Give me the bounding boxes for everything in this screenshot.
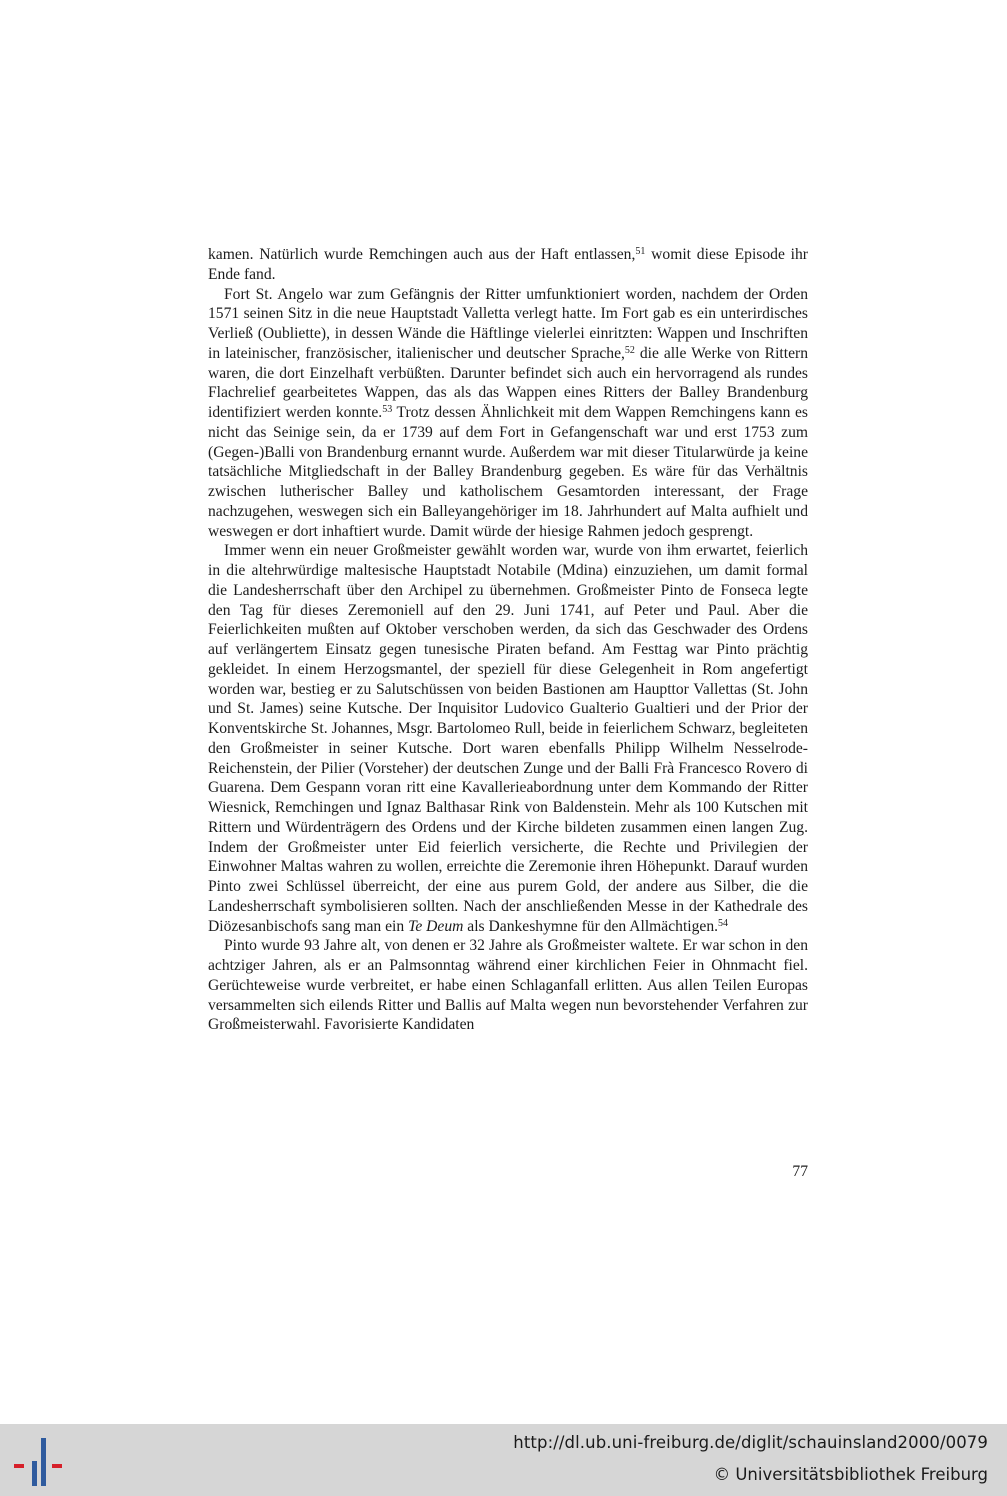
ub-freiburg-logo-icon[interactable] — [12, 1437, 64, 1487]
text-segment: womit diese Episode ihr Ende fand. — [208, 246, 808, 283]
paragraph — [208, 285, 808, 542]
page-number: 77 — [792, 1163, 808, 1180]
paragraph — [208, 936, 808, 1035]
footnote-ref: 54 — [718, 917, 729, 929]
text-segment: Fort St. Angelo war zum Gefängnis der Ritter umfunktioniert worden, nachdem der Orden 1571 seinen Sitz in die neue Hauptstadt Valletta verlegt hatte. Im Fort gab es ein unterirdisches Verließ (Oubliette), in dessen Wände die Häftlinge vielerlei einritzten: Wappen und Inschriften in lateinischer, französischer, italienischer und deutscher Sprache, — [208, 285, 808, 362]
text-segment: Trotz dessen Ähnlichkeit mit dem Wappen Remchingens kann es nicht das Seinige sein, da er 1739 auf dem Fort in Gefangenschaft war und erst 1753 zum (Gegen-)Balli von Brandenburg ernannt wurde. Außerdem war mit dieser Titularwürde ja keine tatsächliche Mitgliedschaft in der Balley Brandenburg gegeben. Es wäre für das Verhältnis zwischen lutherischer Balley und katholischem Gesamtorden interessant, der Frage nachzugehen, weswegen sich ein Balleyangehöriger im 18. Jahrhundert auf Malta aufhielt und weswegen er dort inhaftiert wurde. Damit würde der hiesige Rahmen jedoch gesprengt. — [208, 404, 809, 540]
footnote-ref: 52 — [624, 344, 635, 356]
text-segment: Immer wenn ein neuer Großmeister gewählt worden war, wurde von ihm erwartet, feierlich in die altehrwürdige maltesische Hauptstadt Notabile (Mdina) einzuziehen, um damit formal die Landesherrschaft über den Archipel zu übernehmen. Großmeister Pinto de Fonseca legte den Tag für dieses Zeremoniell auf den 29. Juni 1741, auf Peter und Paul. Aber die Feierlichkeiten mußten auf Oktober verschoben werden, da sich das Geschwader des Ordens auf verlängertem Einsatz gegen tunesische Piraten befand. Am Festtag war Pinto prächtig gekleidet. In einem Herzogsmantel, der speziell für diese Gelegenheit in Rom angefertigt worden war, bestieg er zu Salutschüssen von beiden Bastionen am Haupttor Vallettas (St. John und St. James) seine Kutsche. Der Inquisitor Ludovico Gualterio Gualtieri und der Prior der Konventskirche St. Johannes, Msgr. Bartolomeo Rull, beide in feierlichem Schwarz, begleiteten den Großmeister in seiner Kutsche. Dort waren ebenfalls Philipp Wilhelm Nesselrode-Reichenstein, der Pilier (Vorsteher) der deutschen Zunge und der Balli Frà Francesco Rovero di Guarena. Dem Gespann voran ritt eine Kavallerieabordnung unter dem Kommando der Ritter Wiesnick, Remchingen und Ignaz Balthasar Rink von Baldenstein. Mehr als 100 Kutschen mit Rittern und Würdenträgern des Ordens und der Kirche bildeten zusammen einen langen Zug. Indem der Großmeister unter Eid feierlich versicherte, die Rechte und Privilegien der Einwohner Maltas wahren zu wollen, erreichte die Zeremonie ihren Höhepunkt. Darauf wurden Pinto zwei Schlüssel überreicht, der eine aus purem Gold, der andere aus Silber, die die Landesherrschaft symbolisieren sollten. Nach der anschließenden Messe in der Kathedrale des Diözesanbischofs sang man ein — [208, 542, 808, 935]
paragraph — [208, 541, 808, 936]
copyright-notice: © Universitätsbibliothek Freiburg — [713, 1465, 988, 1484]
footnote-ref: 53 — [382, 404, 393, 415]
text-segment: Pinto wurde 93 Jahre alt, von denen er 32 Jahre als Großmeister waltete. Er war schon in den achtziger Jahren, als er an Palmsonntag während einer kirchlichen Feier in Ohnmacht fiel. Gerüchteweise wurde verbreitet, er habe einen Schlaganfall erlitten. Aus allen Teilen Europas versammelten sich eilends Ritter und Ballis auf Malta wegen nun bevorstehender Verfahren zur Großmeisterwahl. Favorisierte Kandidaten — [208, 937, 808, 1034]
text-segment: die alle Werke von Rittern waren, die dort Einzelhaft verbüßten. Darunter befindet sich auch ein hervorragend als rundes Flachrelief gearbeitetes Wappen, das als das Wappen eines Ritters der Balley Brandenburg identifiziert werden konnte. — [208, 344, 808, 421]
footer-bar — [0, 1424, 1007, 1496]
text-segment: als Dankeshymne für den Allmächtigen. — [463, 917, 719, 935]
footnote-ref: 51 — [635, 246, 646, 257]
permalink-url[interactable]: http://dl.ub.uni-freiburg.de/diglit/schauinsland2000/0079 — [513, 1433, 988, 1452]
italic-title: Te Deum — [408, 917, 464, 935]
page-text — [208, 245, 808, 1035]
text-segment: kamen. Natürlich wurde Remchingen auch aus der Haft entlassen, — [208, 246, 636, 263]
paragraph — [208, 245, 808, 285]
